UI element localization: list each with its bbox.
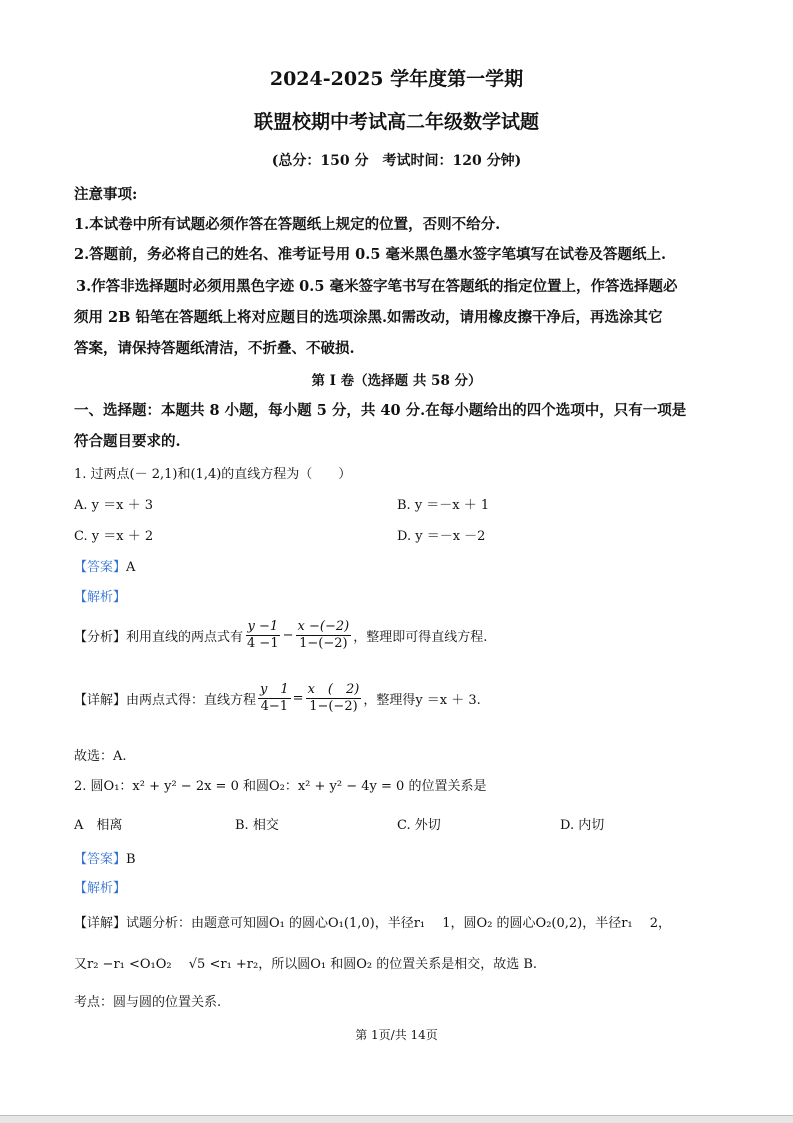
q1-stem: 1. 过两点(－ 2,1)和(1,4)的直线方程为（ ）	[74, 467, 352, 482]
q2-kaodian: 考点：圆与圆的位置关系.	[74, 995, 222, 1010]
subtitle-score-time: (总分：150 分 考试时间：120 分钟)	[271, 153, 522, 169]
q1-fenxi	[74, 617, 487, 653]
q2-xiangjie-line1	[74, 912, 671, 931]
q1-option-c: C. y ＝x ＋ 2	[74, 529, 154, 544]
section-title: 第 I 卷（选择题 共 58 分）	[311, 373, 482, 389]
fraction-num: y 1	[260, 681, 289, 697]
fraction-num: x −(−2)	[297, 618, 350, 634]
fraction-den: 4 −1	[247, 635, 279, 651]
note-1: 1.本试卷中所有试题必须作答在答题纸上规定的位置，否则不给分.	[74, 216, 501, 233]
q1-analysis-tag: 【解析】	[74, 590, 127, 605]
fraction-y	[258, 682, 291, 715]
fraction-num: x ( 2)	[307, 681, 360, 697]
section-intro-line2: 符合题目要求的.	[74, 433, 181, 450]
fenxi-post: ，整理即可得直线方程.	[353, 629, 488, 645]
q1-option-a: A. y ＝x ＋ 3	[74, 498, 153, 513]
fraction-y	[245, 619, 281, 652]
note-3-line2: 须用 2B 铅笔在答题纸上将对应题目的选项涂黑.如需改动，请用橡皮擦干净后，再选涂其它	[74, 309, 663, 326]
q2-option-b: B. 相交	[235, 818, 279, 833]
q2-option-d: D. 内切	[560, 818, 605, 833]
q1-xiangjie	[74, 680, 481, 716]
q2-xiangjie-line2: 又r₂ −r₁ <O₁O₂ √5 <r₁ +r₂，所以圆O₁ 和圆O₂ 的位置关系是相交，故选 B.	[74, 957, 538, 972]
q1-option-b: B. y ＝－x ＋ 1	[397, 498, 490, 513]
xiangjie-post: ，整理得y ＝x ＋ 3.	[363, 692, 481, 708]
q1-option-d: D. y ＝－x －2	[397, 529, 486, 544]
answer-value: B	[126, 852, 136, 867]
fraction-den: 1−(−2)	[299, 635, 348, 651]
note-3-line3: 答案，请保持答题纸清洁，不折叠、不破损.	[74, 340, 355, 357]
q1-conclusion: 故选：A.	[74, 749, 127, 764]
q2-answer	[74, 848, 136, 867]
q2-stem: 2. 圆O₁：x² + y² − 2x = 0 和圆O₂：x² + y² − 4y = 0 的位置关系是	[74, 779, 487, 794]
answer-tag: 【答案】	[74, 852, 127, 867]
notes-heading: 注意事项:	[74, 186, 138, 203]
xiangjie-pre: 由两点式得：直线方程	[126, 692, 257, 708]
title-term: 2024-2025 学年度第一学期	[269, 68, 524, 90]
fraction-den: 4−1	[260, 698, 289, 714]
note-2: 2.答题前，务必将自己的姓名、准考证号用 0.5 毫米黑色墨水签字笔填写在试卷及答题纸上.	[74, 246, 667, 263]
fenxi-tag: 【分析】	[74, 629, 127, 645]
page-footer: 第 1页/共 14页	[355, 1028, 438, 1042]
fenxi-pre: 利用直线的两点式有	[126, 629, 244, 645]
title-exam: 联盟校期中考试高二年级数学试题	[253, 111, 539, 133]
fraction-x	[296, 619, 352, 652]
answer-value: A	[126, 560, 136, 575]
q1-answer	[74, 556, 135, 575]
q2-analysis-tag: 【解析】	[74, 881, 127, 896]
equals-sign: =	[292, 690, 304, 706]
note-3-line1: 3.作答非选择题时必须用黑色字迹 0.5 毫米签字笔书写在答题纸的指定位置上，作答选择题必	[76, 278, 678, 295]
section-intro-line1: 一、选择题：本题共 8 小题，每小题 5 分，共 40 分.在每小题给出的四个选项中，只有一项是	[74, 402, 687, 419]
answer-tag: 【答案】	[74, 560, 127, 575]
fraction-x	[306, 682, 362, 715]
q2-option-a: A 相离	[74, 818, 123, 833]
fraction-den: 1−(−2)	[309, 698, 358, 714]
fraction-num: y −1	[247, 618, 279, 634]
xiangjie-text: 试题分析：由题意可知圆O₁ 的圆心O₁(1,0)，半径r₁ 1，圆O₂ 的圆心O₂(0,2)，半径r₁ 2，	[126, 916, 672, 931]
xiangjie-tag: 【详解】	[74, 692, 127, 708]
q2-option-c: C. 外切	[397, 818, 441, 833]
equals-sign: −	[282, 627, 294, 643]
xiangjie-tag: 【详解】	[74, 916, 127, 931]
